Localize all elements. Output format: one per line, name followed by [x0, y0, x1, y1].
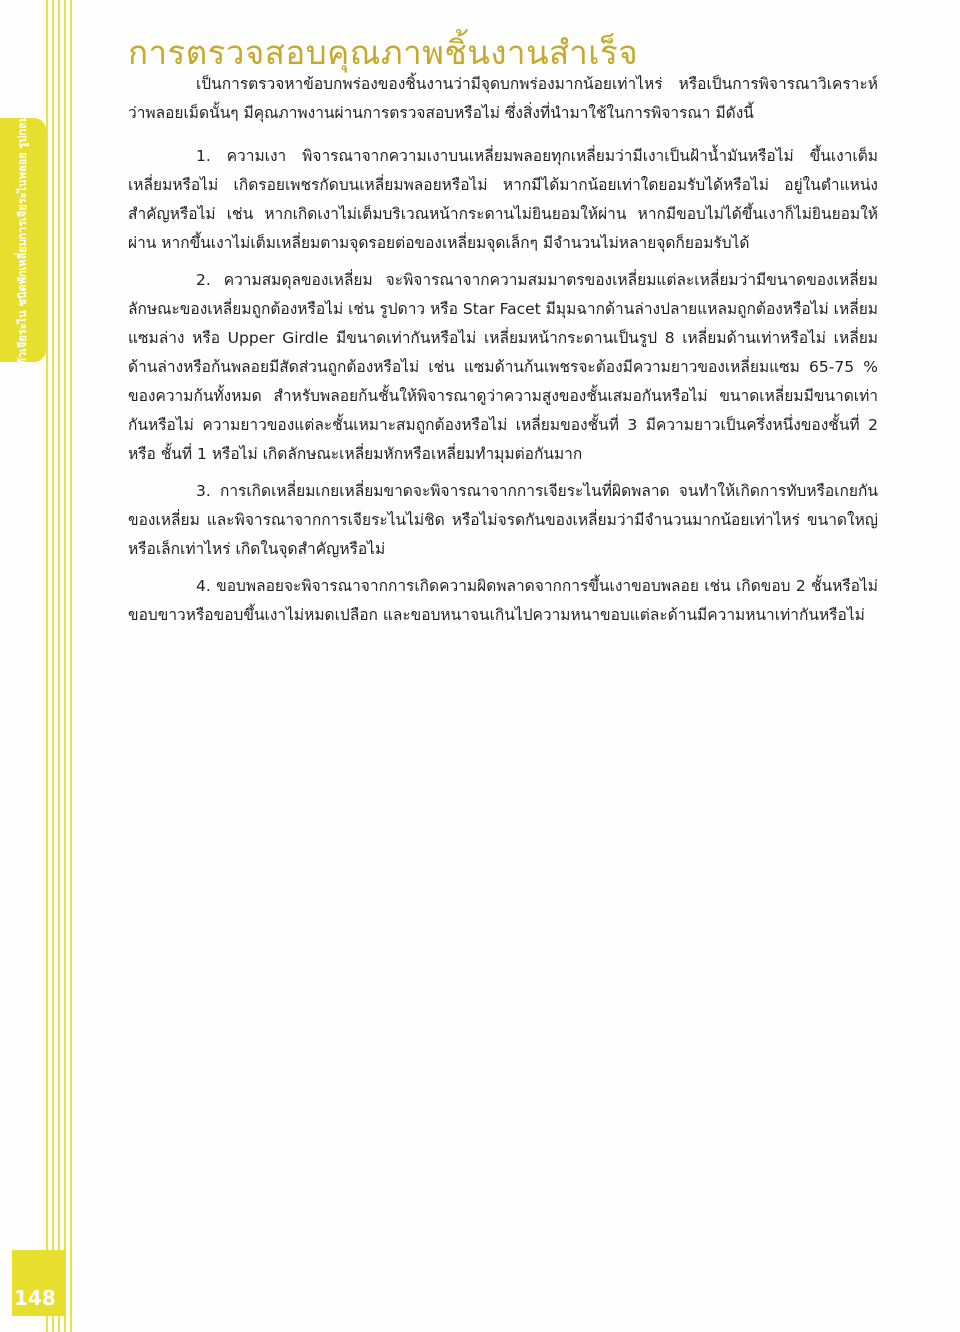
- criteria-item-3: 3. การเกิดเหลี่ยมเกยเหลี่ยมขาดจะพิจารณาจากการเจียระไนที่ผิดพลาด จนทำให้เกิดการทับหรือเกยกันของเหลี่ยม และพิจารณาจากการเจียระไนไม่ชิด หรือไม่จรดกันของเหลี่ยมว่ามีจำนวนมากน้อยเท่าไหร่ ขนาดใหญ่หรือเล็กเท่าไหร่ เกิดในจุดสำคัญหรือไม่: [128, 482, 878, 558]
- body-text: [128, 70, 878, 638]
- margin-line: [58, 0, 60, 1332]
- margin-line: [46, 0, 48, 1332]
- chapter-tab-line-2: ตัวเจียระไน ชนิดพักเหลี่ยม: [16, 239, 29, 366]
- chapter-tab-line-1: การเจียระไนพลอย รูปกลม: [16, 114, 29, 240]
- criteria-item-4: 4. ขอบพลอยจะพิจารณาจากการเกิดความผิดพลาดจากการขึ้นเงาขอบพลอย เช่น เกิดขอบ 2 ชั้นหรือไม่ ขอบขาวหรือขอบขึ้นเงาไม่หมดเปลือก และขอบหนาจนเกินไปความหนาขอบแต่ละด้านมีความหนาเท่ากันหรือไม่: [128, 577, 878, 624]
- intro-paragraph: เป็นการตรวจหาข้อบกพร่องของชิ้นงานว่ามีจุดบกพร่องมากน้อยเท่าไหร่ หรือเป็นการพิจารณาวิเคราะห์ว่าพลอยเม็ดนั้นๆ มีคุณภาพงานผ่านการตรวจสอบหรือไม่ ซึ่งสิ่งที่นำมาใช้ในการพิจารณา มีดังนี้: [128, 75, 878, 122]
- criteria-item-1: 1. ความเงา พิจารณาจากความเงาบนเหลี่ยมพลอยทุกเหลี่ยมว่ามีเงาเป็นฝ้าน้ำมันหรือไม่ ขึ้นเงาเต็มเหลี่ยมหรือไม่ เกิดรอยเพชรกัดบนเหลี่ยมพลอยหรือไม่ หากมีได้มากน้อยเท่าใดยอมรับได้หรือไม่ อยู่ในตำแหน่งสำคัญหรือไม่ เช่น หากเกิดเงาไม่เต็มบริเวณหน้ากระดานไม่ยินยอมให้ผ่าน หากมีขอบไม่ได้ขึ้นเงาก็ไม่ยินยอมให้ผ่าน หากขึ้นเงาไม่เต็มเหลี่ยมตามจุดรอยต่อของเหลี่ยมจุดเล็กๆ มีจำนวนไม่หลายจุดก็ยอมรับได้: [128, 147, 878, 252]
- page-title: การตรวจสอบคุณภาพชิ้นงานสำเร็จ: [128, 33, 639, 72]
- chapter-tab-text: [2, 114, 44, 366]
- criteria-item-2: 2. ความสมดุลของเหลี่ยม จะพิจารณาจากความสมมาตรของเหลี่ยมแต่ละเหลี่ยมว่ามีขนาดของเหลี่ยม ลักษณะของเหลี่ยมถูกต้องหรือไม่ เช่น รูปดาว หรือ Star Facet มีมุมฉากด้านล่างปลายแหลมถูกต้องหรือไม่ เหลี่ยมแซมล่าง หรือ Upper Girdle มีขนาดเท่ากันหรือไม่ เหลี่ยมหน้ากระดานเป็นรูป 8 เหลี่ยมด้านเท่าหรือไม่ เหลี่ยมด้านล่างหรือก้นพลอยมีสัดส่วนถูกต้องหรือไม่ เช่น แซมด้านก้นเพชรจะต้องมีความยาวของเหลี่ยมแซม 65-75 % ของความก้นทั้งหมด สำหรับพลอยก้นชั้นให้พิจารณาดูว่าความสูงของชั้นเสมอกันหรือไม่ ขนาดเหลี่ยมมีขนาดเท่ากันหรือไม่ ความยาวของแต่ละชั้นเหมาะสมถูกต้องหรือไม่ เหลี่ยมของชั้นที่ 3 มีความยาวเป็นครึ่งหนึ่งของชั้นที่ 2 หรือ ชั้นที่ 1 หรือไม่ เกิดลักษณะเหลี่ยมหักหรือเหลี่ยมทำมุมต่อกันมาก: [128, 271, 878, 463]
- margin-line: [52, 0, 54, 1332]
- margin-line: [70, 0, 72, 1332]
- margin-line: [64, 0, 66, 1332]
- page-number: 148: [14, 1286, 56, 1310]
